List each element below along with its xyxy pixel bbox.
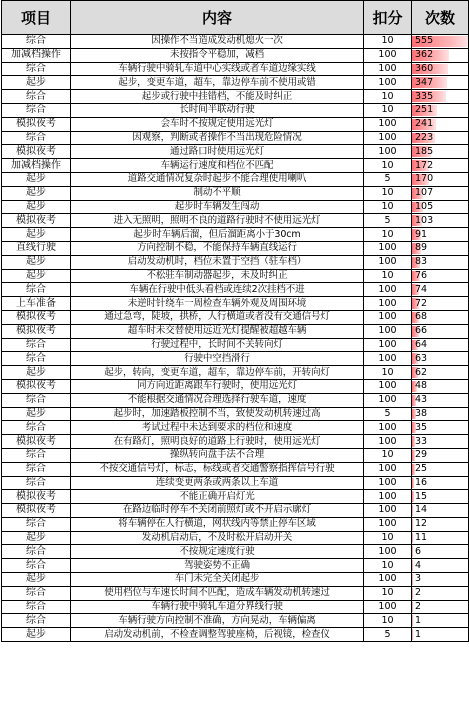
row-points: 5 xyxy=(364,214,412,228)
row-count-cell xyxy=(412,269,469,283)
row-count-cell xyxy=(412,283,469,297)
row-count-cell xyxy=(412,504,469,518)
count-data-bar xyxy=(412,519,413,530)
table-row xyxy=(2,421,469,435)
row-points: 100 xyxy=(364,310,412,324)
row-points: 5 xyxy=(364,172,412,186)
row-count: 4 xyxy=(415,559,422,571)
row-count: 43 xyxy=(415,394,428,406)
row-count: 29 xyxy=(415,449,428,461)
table-row xyxy=(2,573,469,587)
row-count-cell xyxy=(412,545,469,559)
row-count-cell xyxy=(412,628,469,642)
row-content: 起步时车辆后溜，但后溜距离小于30cm xyxy=(71,228,364,242)
row-count: 11 xyxy=(415,532,428,544)
row-count-cell xyxy=(412,214,469,228)
row-category: 综合 xyxy=(2,462,71,476)
table-row xyxy=(2,214,469,228)
table-row xyxy=(2,490,469,504)
table-row xyxy=(2,600,469,614)
row-count-cell xyxy=(412,338,469,352)
row-content: 使用档位与车速长时间不匹配，造成车辆发动机转速过 xyxy=(71,586,364,600)
row-points: 10 xyxy=(364,559,412,573)
row-count-cell xyxy=(412,393,469,407)
row-category: 综合 xyxy=(2,393,71,407)
table-row xyxy=(2,228,469,242)
row-content: 通过路口时使用远光灯 xyxy=(71,145,364,159)
row-points: 10 xyxy=(364,200,412,214)
row-content: 起步，转向，变更车道，超车，靠边停车前，开转向灯 xyxy=(71,366,364,380)
row-count: 38 xyxy=(415,407,428,419)
table-row xyxy=(2,35,469,49)
row-count-cell xyxy=(412,255,469,269)
row-count-cell xyxy=(412,421,469,435)
row-points: 10 xyxy=(364,35,412,49)
row-points: 100 xyxy=(364,379,412,393)
row-category: 模拟夜考 xyxy=(2,379,71,393)
table-row xyxy=(2,90,469,104)
table-row xyxy=(2,62,469,76)
row-category: 上车准备 xyxy=(2,297,71,311)
row-count: 35 xyxy=(415,421,428,433)
row-count-cell xyxy=(412,435,469,449)
table-row xyxy=(2,145,469,159)
row-content: 发动机启动后，不及时松开启动开关 xyxy=(71,531,364,545)
row-count-cell xyxy=(412,614,469,628)
table-row xyxy=(2,448,469,462)
row-count: 63 xyxy=(415,352,428,364)
row-count: 25 xyxy=(415,463,428,475)
row-count-cell xyxy=(412,310,469,324)
row-count-cell xyxy=(412,228,469,242)
row-content: 车辆行驶中骑轧车道中心实线或者车道边缘实线 xyxy=(71,62,364,76)
row-count: 347 xyxy=(415,76,434,88)
row-content: 行驶中空挡滑行 xyxy=(71,352,364,366)
table-row xyxy=(2,352,469,366)
row-count: 74 xyxy=(415,283,428,295)
row-content: 启动发动机前，不检查调整驾驶座椅，后视镜，检查仪 xyxy=(71,628,364,642)
row-category: 综合 xyxy=(2,131,71,145)
row-points: 5 xyxy=(364,628,412,642)
table-row xyxy=(2,366,469,380)
row-points: 100 xyxy=(364,435,412,449)
row-category: 起步 xyxy=(2,186,71,200)
row-count: 64 xyxy=(415,338,428,350)
row-content: 进入无照明，照明不良的道路行驶时不使用远光灯 xyxy=(71,214,364,228)
row-content: 因观察，判断或者操作不当出现危险情况 xyxy=(71,131,364,145)
row-category: 加减档操作 xyxy=(2,48,71,62)
row-count-cell xyxy=(412,476,469,490)
row-category: 综合 xyxy=(2,545,71,559)
row-points: 100 xyxy=(364,117,412,131)
row-count: 2 xyxy=(415,601,422,613)
row-count-cell xyxy=(412,117,469,131)
row-count-cell xyxy=(412,131,469,145)
row-content: 操纵转向盘手法不合理 xyxy=(71,448,364,462)
row-count: 103 xyxy=(415,214,434,226)
row-content: 同方向近距离跟车行驶时，使用远光灯 xyxy=(71,379,364,393)
row-count: 1 xyxy=(415,614,422,626)
row-content: 未按指令平稳加，减档 xyxy=(71,48,364,62)
table-row xyxy=(2,131,469,145)
table-row xyxy=(2,393,469,407)
row-count: 360 xyxy=(415,62,434,74)
row-category: 综合 xyxy=(2,614,71,628)
row-count-cell xyxy=(412,490,469,504)
row-category: 起步 xyxy=(2,628,71,642)
row-content: 起步时，加速踏板控制不当，致使发动机转速过高 xyxy=(71,407,364,421)
row-content: 起步或行驶中挂错档，不能及时纠正 xyxy=(71,90,364,104)
row-category: 综合 xyxy=(2,421,71,435)
table-row xyxy=(2,186,469,200)
row-count: 362 xyxy=(415,49,434,61)
row-count: 48 xyxy=(415,380,428,392)
row-category: 起步 xyxy=(2,366,71,380)
row-category: 综合 xyxy=(2,90,71,104)
row-points: 10 xyxy=(364,366,412,380)
table-row xyxy=(2,338,469,352)
row-count: 76 xyxy=(415,269,428,281)
row-count: 72 xyxy=(415,297,428,309)
count-data-bar xyxy=(412,491,414,502)
row-points: 100 xyxy=(364,476,412,490)
table-row xyxy=(2,297,469,311)
row-count-cell xyxy=(412,352,469,366)
row-category: 综合 xyxy=(2,559,71,573)
row-content: 将车辆停在人行横道，网状线内等禁止停车区域 xyxy=(71,517,364,531)
row-points: 10 xyxy=(364,448,412,462)
row-points: 100 xyxy=(364,324,412,338)
row-content: 起步，变更车道，超车，靠边停车前不使用或错 xyxy=(71,76,364,90)
row-points: 10 xyxy=(364,531,412,545)
row-count: 15 xyxy=(415,490,428,502)
table-row xyxy=(2,407,469,421)
count-data-bar xyxy=(412,546,413,557)
row-count: 68 xyxy=(415,311,428,323)
row-count-cell xyxy=(412,559,469,573)
table-row xyxy=(2,241,469,255)
table-row xyxy=(2,517,469,531)
table-row xyxy=(2,310,469,324)
row-points: 100 xyxy=(364,462,412,476)
row-points: 100 xyxy=(364,517,412,531)
row-category: 综合 xyxy=(2,352,71,366)
row-count: 83 xyxy=(415,256,428,268)
row-content: 超车时未交替使用远近光灯提醒被超越车辆 xyxy=(71,324,364,338)
row-count: 33 xyxy=(415,435,428,447)
row-count: 335 xyxy=(415,90,434,102)
row-points: 100 xyxy=(364,62,412,76)
row-count: 89 xyxy=(415,242,428,254)
row-count: 14 xyxy=(415,504,428,516)
row-count-cell xyxy=(412,241,469,255)
table-row xyxy=(2,614,469,628)
row-points: 100 xyxy=(364,131,412,145)
row-content: 在路边临时停车不关闭前照灯或不开启示廓灯 xyxy=(71,504,364,518)
row-points: 10 xyxy=(364,269,412,283)
row-content: 未逆时针绕车一周检查车辆外观及周围环境 xyxy=(71,297,364,311)
row-category: 综合 xyxy=(2,283,71,297)
row-count-cell xyxy=(412,103,469,117)
row-points: 100 xyxy=(364,421,412,435)
row-count: 555 xyxy=(415,35,434,47)
row-count: 91 xyxy=(415,228,428,240)
table-row xyxy=(2,269,469,283)
table-row xyxy=(2,48,469,62)
row-points: 100 xyxy=(364,490,412,504)
header-content: 内容 xyxy=(71,1,364,35)
row-content: 方向控制不稳，不能保持车辆直线运行 xyxy=(71,241,364,255)
row-content: 制动不平顺 xyxy=(71,186,364,200)
row-category: 起步 xyxy=(2,200,71,214)
row-category: 起步 xyxy=(2,255,71,269)
row-count-cell xyxy=(412,159,469,173)
row-points: 10 xyxy=(364,228,412,242)
row-content: 车辆行驶方向控制不准确，方向晃动，车辆偏离 xyxy=(71,614,364,628)
row-category: 模拟夜考 xyxy=(2,504,71,518)
row-points: 100 xyxy=(364,76,412,90)
row-points: 10 xyxy=(364,614,412,628)
row-content: 行驶过程中，长时间不关转向灯 xyxy=(71,338,364,352)
row-points: 100 xyxy=(364,283,412,297)
row-category: 综合 xyxy=(2,338,71,352)
row-count-cell xyxy=(412,366,469,380)
row-count-cell xyxy=(412,48,469,62)
table-row xyxy=(2,545,469,559)
row-points: 100 xyxy=(364,338,412,352)
row-content: 道路交通情况复杂时起步不能合理使用喇叭 xyxy=(71,172,364,186)
row-category: 综合 xyxy=(2,103,71,117)
row-content: 因操作不当造成发动机熄火一次 xyxy=(71,35,364,49)
row-category: 加减档操作 xyxy=(2,159,71,173)
row-points: 100 xyxy=(364,504,412,518)
row-category: 综合 xyxy=(2,448,71,462)
row-content: 不按规定速度行驶 xyxy=(71,545,364,559)
row-count-cell xyxy=(412,600,469,614)
table-row xyxy=(2,462,469,476)
row-category: 模拟夜考 xyxy=(2,324,71,338)
row-content: 在有路灯，照明良好的道路上行驶时，使用远光灯 xyxy=(71,435,364,449)
table-row xyxy=(2,283,469,297)
row-points: 5 xyxy=(364,407,412,421)
row-count: 241 xyxy=(415,118,434,130)
row-category: 起步 xyxy=(2,531,71,545)
row-content: 车辆行驶中骑轧车道分界线行驶 xyxy=(71,600,364,614)
row-category: 综合 xyxy=(2,586,71,600)
header-count: 次数 xyxy=(412,1,469,35)
row-count-cell xyxy=(412,200,469,214)
row-count: 107 xyxy=(415,187,434,199)
row-category: 起步 xyxy=(2,407,71,421)
row-content: 长时间半联动行驶 xyxy=(71,103,364,117)
row-content: 启动发动机时，档位未置于空挡（驻车档） xyxy=(71,255,364,269)
row-category: 起步 xyxy=(2,269,71,283)
table-row xyxy=(2,255,469,269)
row-content: 车辆运行速度和档位不匹配 xyxy=(71,159,364,173)
row-content: 车辆在行驶中低头看档或连续2次挂档不进 xyxy=(71,283,364,297)
row-content: 车门未完全关闭起步 xyxy=(71,573,364,587)
row-category: 模拟夜考 xyxy=(2,490,71,504)
count-data-bar xyxy=(412,478,414,489)
row-content: 不能正确开启灯光 xyxy=(71,490,364,504)
row-count-cell xyxy=(412,448,469,462)
row-content: 通过急弯，陡坡，拱桥，人行横道或者没有交通信号灯 xyxy=(71,310,364,324)
row-count-cell xyxy=(412,35,469,49)
row-category: 起步 xyxy=(2,228,71,242)
row-content: 不按交通信号灯，标志，标线或者交通警察指挥信号行驶 xyxy=(71,462,364,476)
table-row xyxy=(2,200,469,214)
row-category: 模拟夜考 xyxy=(2,145,71,159)
row-count: 105 xyxy=(415,200,434,212)
row-category: 综合 xyxy=(2,35,71,49)
table-row xyxy=(2,117,469,131)
table-row xyxy=(2,172,469,186)
row-points: 10 xyxy=(364,103,412,117)
row-count: 172 xyxy=(415,159,434,171)
table-row xyxy=(2,504,469,518)
row-count: 1 xyxy=(415,628,422,640)
row-category: 模拟夜考 xyxy=(2,310,71,324)
row-count: 66 xyxy=(415,325,428,337)
row-content: 会车时不按规定使用远光灯 xyxy=(71,117,364,131)
row-count: 251 xyxy=(415,104,434,116)
row-points: 100 xyxy=(364,241,412,255)
row-category: 起步 xyxy=(2,172,71,186)
table-row xyxy=(2,559,469,573)
row-category: 模拟夜考 xyxy=(2,117,71,131)
row-points: 10 xyxy=(364,586,412,600)
row-count: 170 xyxy=(415,173,434,185)
deduction-statistics-table xyxy=(1,0,469,642)
row-category: 综合 xyxy=(2,476,71,490)
row-points: 100 xyxy=(364,255,412,269)
row-points: 100 xyxy=(364,545,412,559)
row-count-cell xyxy=(412,172,469,186)
row-count-cell xyxy=(412,586,469,600)
table-row xyxy=(2,628,469,642)
row-category: 起步 xyxy=(2,76,71,90)
row-count: 3 xyxy=(415,573,422,585)
row-content: 驾驶姿势不正确 xyxy=(71,559,364,573)
row-content: 起步时车辆发生闯动 xyxy=(71,200,364,214)
table-row xyxy=(2,435,469,449)
row-category: 直线行驶 xyxy=(2,241,71,255)
row-category: 模拟夜考 xyxy=(2,214,71,228)
table-row xyxy=(2,476,469,490)
count-data-bar xyxy=(412,533,413,544)
row-points: 100 xyxy=(364,600,412,614)
row-count: 2 xyxy=(415,587,422,599)
row-count-cell xyxy=(412,145,469,159)
table-row xyxy=(2,103,469,117)
row-points: 100 xyxy=(364,145,412,159)
row-count-cell xyxy=(412,90,469,104)
row-category: 起步 xyxy=(2,573,71,587)
row-count-cell xyxy=(412,379,469,393)
row-count: 185 xyxy=(415,145,434,157)
table-row xyxy=(2,531,469,545)
row-count-cell xyxy=(412,297,469,311)
header-category: 项目 xyxy=(2,1,71,35)
row-count-cell xyxy=(412,186,469,200)
row-count: 62 xyxy=(415,366,428,378)
row-count-cell xyxy=(412,407,469,421)
row-content: 不松驻车制动器起步，未及时纠正 xyxy=(71,269,364,283)
row-count: 12 xyxy=(415,518,428,530)
row-category: 模拟夜考 xyxy=(2,435,71,449)
row-category: 综合 xyxy=(2,517,71,531)
row-points: 100 xyxy=(364,352,412,366)
row-count-cell xyxy=(412,462,469,476)
table-row xyxy=(2,76,469,90)
row-category: 综合 xyxy=(2,62,71,76)
table-header-row xyxy=(2,1,469,35)
row-points: 10 xyxy=(364,159,412,173)
row-count-cell xyxy=(412,517,469,531)
row-content: 不能根据交通情况合理选择行驶车道，速度 xyxy=(71,393,364,407)
table-row xyxy=(2,379,469,393)
row-count: 16 xyxy=(415,476,428,488)
row-points: 100 xyxy=(364,393,412,407)
row-category: 综合 xyxy=(2,600,71,614)
count-data-bar xyxy=(412,505,413,516)
row-points: 100 xyxy=(364,48,412,62)
row-points: 10 xyxy=(364,90,412,104)
row-count: 223 xyxy=(415,131,434,143)
table-row xyxy=(2,586,469,600)
row-content: 连续变更两条或两条以上车道 xyxy=(71,476,364,490)
row-count-cell xyxy=(412,324,469,338)
row-points: 100 xyxy=(364,573,412,587)
row-count-cell xyxy=(412,531,469,545)
row-count-cell xyxy=(412,573,469,587)
table-row xyxy=(2,159,469,173)
table-row xyxy=(2,324,469,338)
row-count: 6 xyxy=(415,545,422,557)
header-points: 扣分 xyxy=(364,1,412,35)
row-count-cell xyxy=(412,62,469,76)
row-points: 100 xyxy=(364,297,412,311)
row-points: 10 xyxy=(364,186,412,200)
row-content: 考试过程中未达到要求的档位和速度 xyxy=(71,421,364,435)
row-count-cell xyxy=(412,76,469,90)
